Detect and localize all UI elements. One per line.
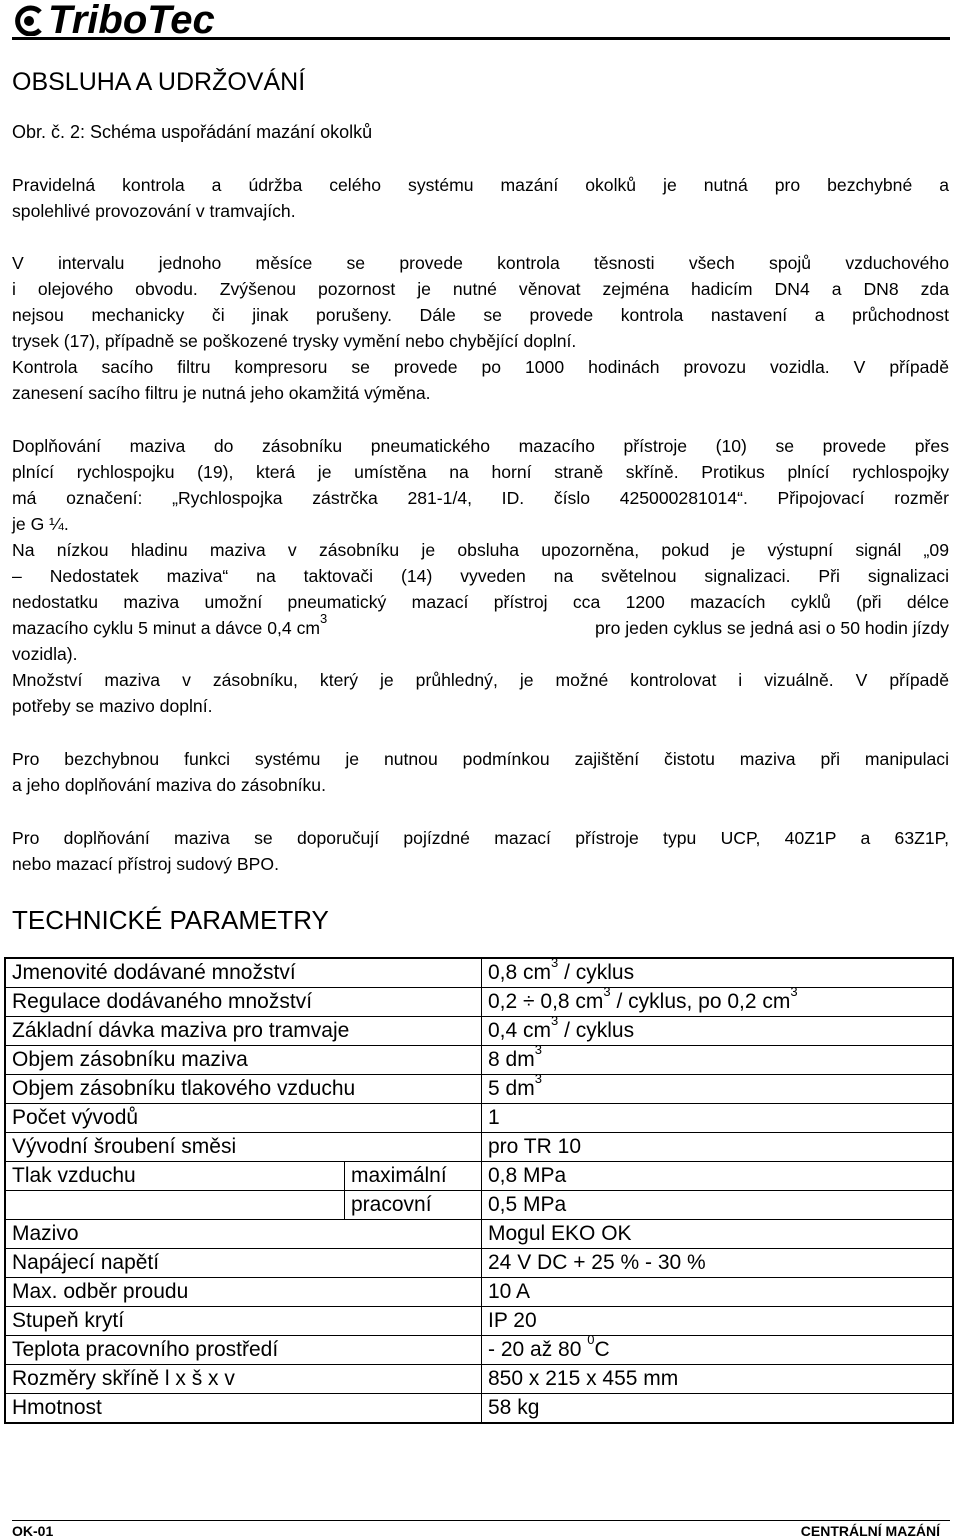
- table-row: [5, 1104, 953, 1133]
- text-line: nedostatku maziva umožní pneumatický mazací přístroj cca 1200 mazacích cyklů (při délce: [12, 592, 949, 612]
- paragraph-4: [12, 746, 949, 798]
- param-name-cell: Napájecí napětí: [5, 1249, 482, 1278]
- text-fragment: mazacího cyklu 5 minut a dávce 0,4 cm: [12, 618, 321, 638]
- footer-doc-code: OK-01: [12, 1523, 54, 1539]
- paragraph-5: [12, 825, 949, 877]
- tribotec-logo: [12, 0, 215, 40]
- value-text: IP 20: [488, 1309, 537, 1332]
- logo-mark-icon: [12, 0, 48, 40]
- value-text: 24 V DC + 25 % - 30 %: [488, 1251, 706, 1274]
- param-name-cell: Objem zásobníku maziva: [5, 1046, 482, 1075]
- text-line: Doplňování maziva do zásobníku pneumatického mazacího přístroje (10) se provede přes: [12, 436, 949, 456]
- text-line: vozidla).: [12, 644, 78, 664]
- value-text: 0,5 MPa: [488, 1193, 567, 1216]
- table-row: [5, 1278, 953, 1307]
- section-title-maintenance: OBSLUHA A UDRŽOVÁNÍ: [12, 68, 306, 96]
- text-line: spolehlivé provozování v tramvajích.: [12, 201, 296, 221]
- text-line: Kontrola sacího filtru kompresoru se provede po 1000 hodinách provozu vozidla. V případě: [12, 357, 949, 377]
- unit-superscript: 3: [603, 984, 611, 999]
- value-text: 0,8 MPa: [488, 1164, 567, 1187]
- value-suffix: / cyklus: [558, 961, 635, 984]
- table-row: [5, 1133, 953, 1162]
- table-row: [5, 1220, 953, 1249]
- value-text: 58 kg: [488, 1396, 540, 1419]
- table-row: [5, 1336, 953, 1365]
- table-row: [5, 1249, 953, 1278]
- section-title-parameters: TECHNICKÉ PARAMETRY: [12, 905, 329, 935]
- footer-section-name: CENTRÁLNÍ MAZÁNÍ: [800, 1523, 940, 1539]
- param-name-cell: Počet vývodů: [5, 1104, 482, 1133]
- param-name-cell: Regulace dodávaného množství: [5, 988, 482, 1017]
- superscript: 3: [320, 611, 328, 627]
- table-row: [5, 1307, 953, 1336]
- unit-superscript: 3: [534, 1042, 542, 1057]
- text-line: – Nedostatek maziva“ na taktovači (14) vyveden na světelnou signalizaci. Při signalizaci: [12, 566, 949, 586]
- header-rule: [12, 37, 950, 40]
- text-line: trysek (17), případně se poškozené trysky vymění nebo chybějící doplní.: [12, 331, 577, 351]
- text-line: má označení: „Rychlospojka zástrčka 281-1/4, ID. číslo 425000281014“. Připojovací rozměr: [12, 488, 949, 508]
- param-name-cell: Stupeň krytí: [5, 1307, 482, 1336]
- table-row: [5, 1017, 953, 1046]
- value-text: 0,8 cm: [488, 961, 552, 984]
- param-name-cell: Objem zásobníku tlakového vzduchu: [5, 1075, 482, 1104]
- paragraph-2: [12, 250, 949, 406]
- value-text: - 20 až 80: [488, 1338, 588, 1361]
- table-row: [5, 1162, 953, 1191]
- table-row: [5, 1075, 953, 1104]
- param-value-cell: [482, 1071, 954, 1104]
- param-qualifier-cell: pracovní: [345, 1191, 482, 1220]
- param-value-cell: [482, 1133, 954, 1162]
- param-value-cell: [482, 1042, 954, 1075]
- unit-superscript: 3: [534, 1071, 542, 1086]
- text-line: nejsou mechanicky či jinak porušeny. Dále se provede kontrola nastavení a průchodnost: [12, 305, 949, 325]
- param-name-cell: Mazivo: [5, 1220, 482, 1249]
- param-name-cell: Vývodní šroubení směsi: [5, 1133, 482, 1162]
- value-text: 8 dm: [488, 1048, 535, 1071]
- value-text: 5 dm: [488, 1077, 535, 1100]
- param-name-cell: Rozměry skříně l x š x v: [5, 1365, 482, 1394]
- param-name-cell: Jmenovité dodávané množství: [5, 958, 482, 988]
- param-name-cell: Hmotnost: [5, 1394, 482, 1424]
- text-line: Na nízkou hladinu maziva v zásobníku je obsluha upozorněna, pokud je výstupní signál „09: [12, 540, 949, 560]
- param-value-cell: [482, 1249, 954, 1278]
- text-line: Pravidelná kontrola a údržba celého systému mazání okolků je nutná pro bezchybné a: [12, 175, 949, 195]
- figure-caption: Obr. č. 2: Schéma uspořádání mazání okolků: [12, 122, 373, 142]
- value-text: 850 x 215 x 455 mm: [488, 1367, 679, 1390]
- param-qualifier-cell: maximální: [345, 1162, 482, 1191]
- param-name-cell: [5, 1191, 345, 1220]
- param-value-cell: [482, 1394, 954, 1424]
- text-line: a jeho doplňování maziva do zásobníku.: [12, 775, 326, 795]
- param-name-cell: Teplota pracovního prostředí: [5, 1336, 482, 1365]
- value-suffix: C: [594, 1338, 610, 1361]
- table-row: [5, 958, 953, 988]
- text-line: Pro bezchybnou funkci systému je nutnou podmínkou zajištění čistotu maziva při manipulaci: [12, 749, 949, 769]
- text-fragment: pro jeden cyklus se jedná asi o 50 hodin jízdy: [594, 618, 949, 638]
- table-row: [5, 988, 953, 1017]
- unit-superscript: 3: [551, 955, 559, 970]
- param-name-cell: Tlak vzduchu: [5, 1162, 345, 1191]
- text-line: i olejového obvodu. Zvýšenou pozornost je nutné věnovat zejména hadicím DN4 a DN8 zda: [12, 279, 949, 299]
- value-text: 0,4 cm: [488, 1019, 552, 1042]
- logo-text: TriboTec: [48, 0, 215, 42]
- paragraph-3: [12, 433, 949, 719]
- value-suffix: / cyklus: [558, 1019, 635, 1042]
- unit-superscript: 3: [551, 1013, 559, 1028]
- param-value-cell: [482, 1013, 954, 1046]
- text-line: V intervalu jednoho měsíce se provede kontrola těsnosti všech spojů vzduchového: [12, 253, 949, 273]
- value-text: Mogul EKO OK: [488, 1222, 632, 1245]
- param-value-cell: [482, 1104, 954, 1133]
- unit-superscript: 0: [587, 1332, 595, 1347]
- paragraph-1: [12, 172, 949, 224]
- text-line: zanesení sacího filtru je nutná jeho okamžitá výměna.: [12, 383, 431, 403]
- table-row: [5, 1191, 953, 1220]
- param-name-cell: Základní dávka maziva pro tramvaje: [5, 1017, 482, 1046]
- footer-rule: [12, 1520, 950, 1521]
- parameters-table: [4, 957, 954, 1424]
- value-text: pro TR 10: [488, 1135, 581, 1158]
- param-value-cell: [482, 1162, 954, 1191]
- param-value-cell: [482, 1365, 954, 1394]
- param-value-cell: [482, 1307, 954, 1336]
- value-text: 0,2 ÷ 0,8 cm: [488, 990, 604, 1013]
- text-line: plnící rychlospojku (19), která je umístěna na horní straně skříně. Protikus plnící rychlospojky: [12, 462, 949, 482]
- param-value-cell: [482, 955, 954, 988]
- table-row: [5, 1394, 953, 1424]
- value-suffix: / cyklus, po 0,2 cm: [610, 990, 791, 1013]
- param-value-cell: [482, 1191, 954, 1220]
- value-text: 10 A: [488, 1280, 531, 1303]
- param-value-cell: [482, 1220, 954, 1249]
- text-line: nebo mazací přístroj sudový BPO.: [12, 854, 279, 874]
- param-value-cell: [482, 1278, 954, 1307]
- text-line: Množství maziva v zásobníku, který je průhledný, je možné kontrolovat i vizuálně. V případě: [12, 670, 949, 690]
- text-line: potřeby se mazivo doplní.: [12, 696, 213, 716]
- value-text: 1: [488, 1106, 500, 1129]
- text-line: Pro doplňování maziva se doporučují pojízdné mazací přístroje typu UCP, 40Z1P a 63Z1P,: [12, 828, 949, 848]
- param-name-cell: Max. odběr proudu: [5, 1278, 482, 1307]
- text-line: [12, 611, 949, 641]
- param-value-cell: [482, 1332, 954, 1365]
- text-line: je G ¼.: [12, 514, 69, 534]
- table-row: [5, 1365, 953, 1394]
- unit-superscript: 3: [790, 984, 798, 999]
- table-row: [5, 1046, 953, 1075]
